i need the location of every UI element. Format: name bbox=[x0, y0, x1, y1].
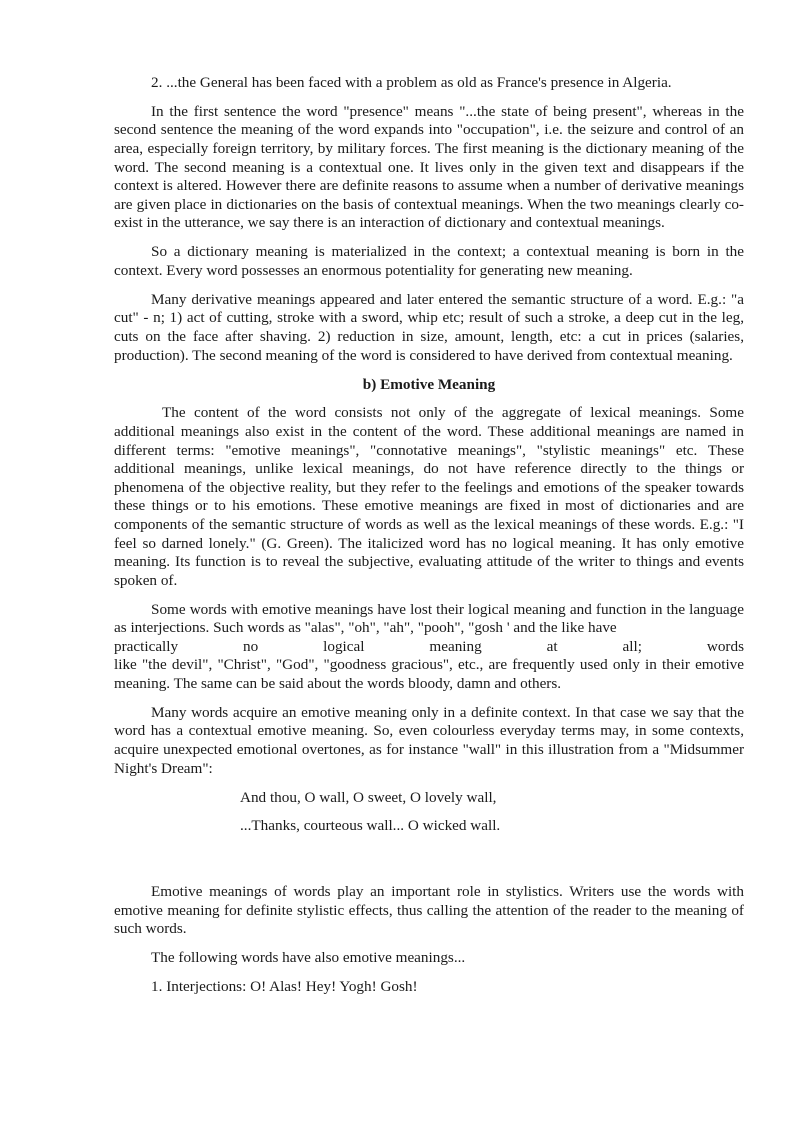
document-page bbox=[114, 74, 744, 1007]
verse-line-1: And thou, O wall, O sweet, O lovely wall, bbox=[240, 788, 497, 806]
paragraph-example-2: 2. ...the General has been faced with a problem as old as France's presence in Algeria. bbox=[151, 74, 672, 91]
paragraph-interjections-part2: like "the devil", "Christ", "God", "goodness gracious", etc., are frequently used only in their emotive meaning. The same can be said about the words bloody, damn and others. bbox=[114, 656, 744, 692]
paragraph-presence-meaning: In the first sentence the word "presence" means "...the state of being present", whereas in the second sentence the meaning of the word expands into "occupation", i.e. the seizure and control of an area, especially foreign territory, by military forces. The first meaning is the dictionary meaning of the word. The second meaning is a contextual one. It lives only in the given text and disappears if the context is altered. However there are definite reasons to assume when a number of derivative meanings are given place in dictionaries on the basis of contextual meanings. When the two meanings clearly co-exist in the utterance, we say there is an interaction of dictionary and contextual meanings. bbox=[114, 102, 744, 232]
paragraph-interjections bbox=[114, 601, 744, 694]
paragraph-stylistics: Emotive meanings of words play an important role in stylistics. Writers use the words with emotive meaning for definite stylistic effects, thus calling the attention of the reader to the meaning of such words. bbox=[114, 883, 744, 938]
verse-line-2: ...Thanks, courteous wall... O wicked wall. bbox=[240, 817, 501, 835]
paragraph-dictionary-meaning: So a dictionary meaning is materialized in the context; a contextual meaning is born in the context. Every word possesses an enormous potentiality for generating new meaning. bbox=[114, 243, 744, 279]
section-heading: b) Emotive Meaning bbox=[362, 375, 496, 393]
paragraph-emotive-meaning: The content of the word consists not only of the aggregate of lexical meanings. Some additional meanings also exist in the content of the word. These additional meanings are named in different terms: "emotive meanings", "connotative meanings", "stylistic meanings" etc. These additional meanings, unlike lexical meanings, do not have reference directly to the things or phenomena of the objective reality, but they refer to the feelings and emotions of the speaker towards these things or to his emotions. These emotive meanings are fixed in most of dictionaries and are components of the semantic structure of words as well as the lexical meanings of these words. E.g.: "I feel so darned lonely." (G. Green). The italicized word has no logical meaning. It has only emotive meaning. Its function is to reveal the subjective, evaluating attitude of the writer to things and events spoken of. bbox=[114, 404, 744, 589]
paragraph-derivative-meanings: Many derivative meanings appeared and later entered the semantic structure of a word. E.g.: "a cut" - n; 1) act of cutting, stroke with a sword, whip etc; result of such a stroke, a deep cut in the leg, cuts on the face after shaving. 2) reduction in size, amount, length, etc: a cut in prices (salaries, production). The second meaning of the word is considered to have derived from contextual meaning. bbox=[114, 290, 744, 364]
paragraph-contextual-emotive: Many words acquire an emotive meaning only in a definite context. In that case we say that the word has a contextual emotive meaning. So, even colourless everyday terms may, in some contexts, acquire unexpected emotional overtones, as for instance "wall" in this illustration from a "Midsummer Night's Dream": bbox=[114, 703, 744, 777]
list-item-interjections: 1. Interjections: O! Alas! Hey! Yogh! Gosh! bbox=[151, 978, 418, 996]
paragraph-interjections-part1: Some words with emotive meanings have lost their logical meaning and function in the language as interjections. Such words as "alas", "oh", "ah", "pooh", "gosh ' and the like have bbox=[114, 600, 744, 637]
paragraph-following-words: The following words have also emotive meanings... bbox=[151, 949, 466, 967]
paragraph-interjections-justified-line: practically no logical meaning at all; words bbox=[114, 637, 744, 655]
